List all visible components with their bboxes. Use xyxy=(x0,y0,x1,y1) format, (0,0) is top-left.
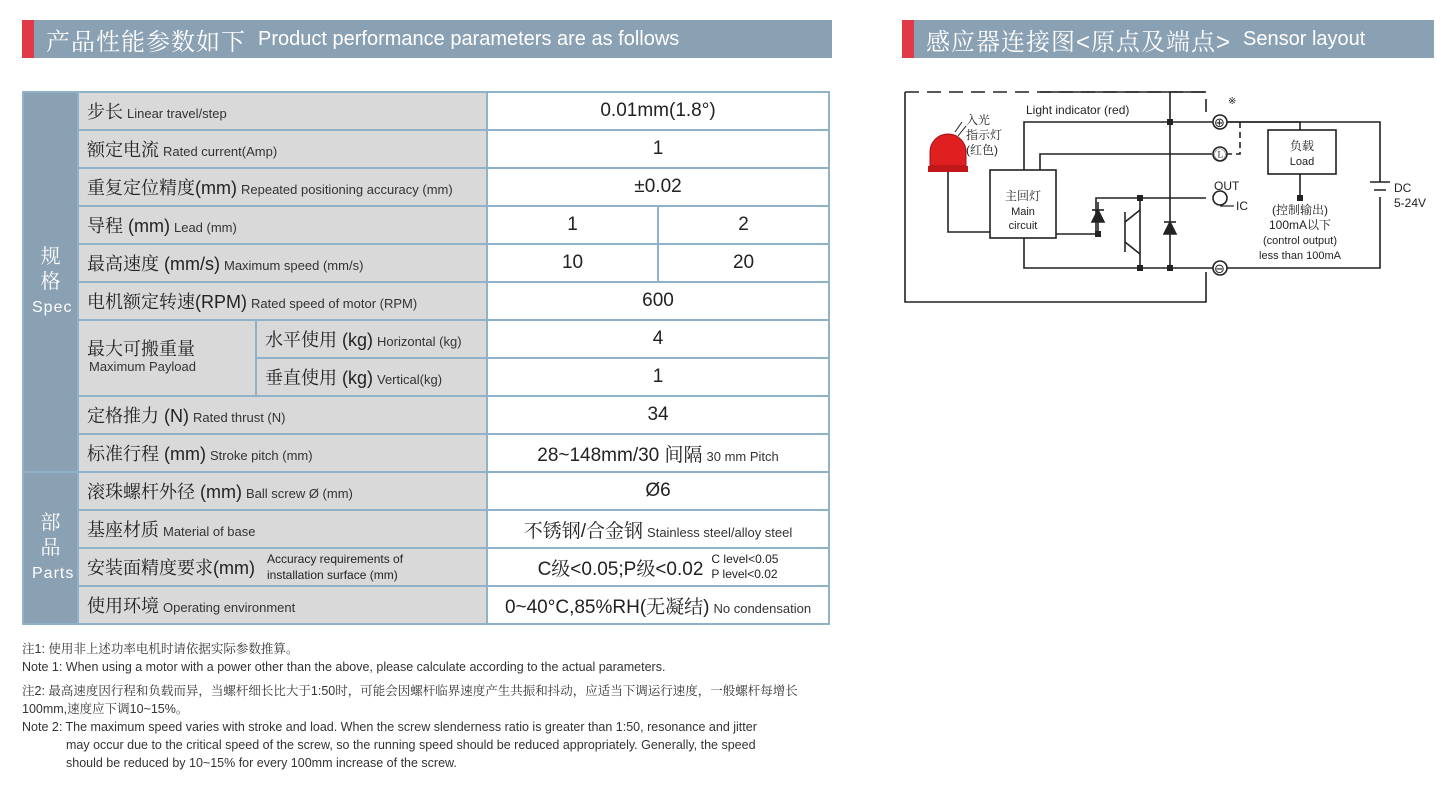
incident-label: 指示灯 xyxy=(966,128,1003,142)
row-label: 水平使用 (kg) Horizontal (kg) xyxy=(256,320,487,358)
minus-label: ⊖ xyxy=(1214,261,1225,276)
sensor-layout-diagram xyxy=(900,82,1440,312)
install-value: C级<0.05;P级<0.02 xyxy=(537,558,704,580)
group-parts-en: Parts xyxy=(32,564,75,582)
main-circuit-en: Main xyxy=(1011,206,1035,218)
wire-to-plus xyxy=(1024,122,1206,170)
row-value: 10 xyxy=(487,244,658,282)
group-parts-cn: 部品 xyxy=(40,511,61,559)
row-label: 使用环境 Operating environment xyxy=(78,586,487,624)
row-value: 不锈钢/合金钢 Stainless steel/alloy steel xyxy=(487,510,829,548)
left-header-title-cn: 产品性能参数如下 xyxy=(46,28,246,56)
table-row xyxy=(23,586,829,624)
row-label: 垂直使用 (kg) Vertical(kg) xyxy=(256,358,487,396)
row-label: 定格推力 (N) Rated thrust (N) xyxy=(78,396,487,434)
light-indicator-label: Light indicator (red) xyxy=(1026,103,1130,117)
row-value: 1 xyxy=(487,206,658,244)
dc-battery xyxy=(1370,182,1390,190)
install-value-en: C level<0.05 P level<0.02 xyxy=(711,552,779,581)
table-row xyxy=(23,282,829,320)
row-value: 0.01mm(1.8°) xyxy=(487,92,829,130)
row-value: 4 xyxy=(487,320,829,358)
row-value: 1 xyxy=(487,358,829,396)
row-label: 额定电流 Rated current(Amp) xyxy=(78,130,487,168)
note-1-en: Note 1: When using a motor with a power other than the above, please calculate according to the actual parameters. xyxy=(22,660,666,674)
row-label: 最高速度 (mm/s) Maximum speed (mm/s) xyxy=(78,244,487,282)
l-label: Ⓛ xyxy=(1214,148,1227,162)
table-row xyxy=(23,130,829,168)
led-wire xyxy=(948,167,990,232)
note-2-en-2: may occur due to the critical speed of the screw, so the running speed should be reduced appropriately. Generally, the speed xyxy=(66,738,756,752)
group-parts xyxy=(23,472,78,624)
row-label: 电机额定转速(RPM) Rated speed of motor (RPM) xyxy=(78,282,487,320)
volts-label: 5-24V xyxy=(1394,196,1427,210)
row-value: ±0.02 xyxy=(487,168,829,206)
plus-label: ⊕ xyxy=(1214,115,1225,130)
wire-to-l xyxy=(1040,154,1206,170)
row-label: 步长 Linear travel/step xyxy=(78,92,487,130)
zener-diode-left xyxy=(1092,210,1104,222)
notes xyxy=(22,640,842,772)
table-row xyxy=(23,168,829,206)
table-row xyxy=(23,396,829,434)
ctrl-label: (control output) xyxy=(1263,235,1337,247)
dc-label: DC xyxy=(1394,181,1412,195)
main-circuit-cn: 主回灯 xyxy=(1004,189,1042,203)
out-label: OUT xyxy=(1214,179,1240,193)
group-spec-en: Spec xyxy=(32,298,73,316)
wire-to-out xyxy=(1056,198,1206,234)
row-label: 重复定位精度(mm) Repeated positioning accuracy (mm) xyxy=(78,168,487,206)
payload-label-cn: 最大可搬重量 xyxy=(87,339,195,359)
right-section-header xyxy=(902,20,1434,58)
table-row xyxy=(23,206,829,244)
row-value: 1 xyxy=(487,130,829,168)
row-value: 20 xyxy=(658,244,829,282)
table-row xyxy=(23,320,829,358)
table-row xyxy=(23,472,829,510)
table-row xyxy=(23,244,829,282)
right-header-title-cn: 感应器连接图<原点及端点> xyxy=(926,28,1232,56)
out-terminal xyxy=(1213,191,1227,205)
note-2-cn: 注2: 最高速度因行程和负载而异，当螺杆细长比大于1:50时，可能会因螺杆临界速度产生共振和抖动，应适当下调运行速度，一般螺杆每增长100mm,速度应下调10~15%。 xyxy=(22,684,798,716)
main-circuit-en: circuit xyxy=(1008,220,1038,232)
led-icon xyxy=(928,134,968,172)
row-value: Ø6 xyxy=(487,472,829,510)
install-label-cn: 安装面精度要求(mm) xyxy=(87,558,255,578)
header-accent-bar xyxy=(902,20,914,58)
table-row xyxy=(23,548,829,586)
ctrl-label: (控制输出) xyxy=(1272,203,1328,217)
row-label: 基座材质 Material of base xyxy=(78,510,487,548)
row-value: 600 xyxy=(487,282,829,320)
row-label xyxy=(78,548,487,586)
left-section-header xyxy=(22,20,832,58)
spec-table xyxy=(22,91,830,625)
ic-label: IC xyxy=(1236,199,1248,213)
zener-diode-right xyxy=(1164,222,1176,234)
wire-to-minus xyxy=(1024,238,1206,268)
light-arrows-icon xyxy=(955,122,966,136)
group-spec xyxy=(23,92,78,472)
load-cn: 负载 xyxy=(1289,139,1315,153)
asterisk-mark: ※ xyxy=(1228,96,1237,107)
row-value: 34 xyxy=(487,396,829,434)
payload-label-en: Maximum Payload xyxy=(89,359,196,374)
row-value: 28~148mm/30 间隔 30 mm Pitch xyxy=(487,434,829,472)
row-value: 0~40°C,85%RH(无凝结) No condensation xyxy=(487,586,829,624)
row-value xyxy=(487,548,829,586)
left-header-title-en: Product performance parameters are as follows xyxy=(258,27,680,50)
table-row xyxy=(23,434,829,472)
load-en: Load xyxy=(1289,156,1315,168)
note-1-cn: 注1: 使用非上述功率电机时请依据实际参数推算。 xyxy=(22,642,299,656)
install-label-en: Accuracy requirements of installation surface (mm) xyxy=(266,552,404,582)
incident-label: 入光 xyxy=(966,113,991,127)
incident-label: (红色) xyxy=(966,143,998,157)
row-label: 导程 (mm) Lead (mm) xyxy=(78,206,487,244)
row-label: 滚珠螺杆外径 (mm) Ball screw Ø (mm) xyxy=(78,472,487,510)
ctrl-label: less than 100mA xyxy=(1259,250,1341,262)
header-accent-bar xyxy=(22,20,34,58)
note-2-en-3: should be reduced by 10~15% for every 100mm increase of the screw. xyxy=(66,756,457,770)
note-2-en-1: Note 2: The maximum speed varies with stroke and load. When the screw slenderness ratio is greater than 1:50, resonance and jitter xyxy=(22,720,757,734)
right-header-title-en: Sensor layout xyxy=(1243,27,1366,50)
payload-label xyxy=(78,320,256,396)
table-row xyxy=(23,92,829,130)
row-value: 2 xyxy=(658,206,829,244)
row-label: 标准行程 (mm) Stroke pitch (mm) xyxy=(78,434,487,472)
group-spec-cn: 规格 xyxy=(40,245,61,293)
table-row xyxy=(23,510,829,548)
ctrl-label: 100mA以下 xyxy=(1268,218,1332,232)
